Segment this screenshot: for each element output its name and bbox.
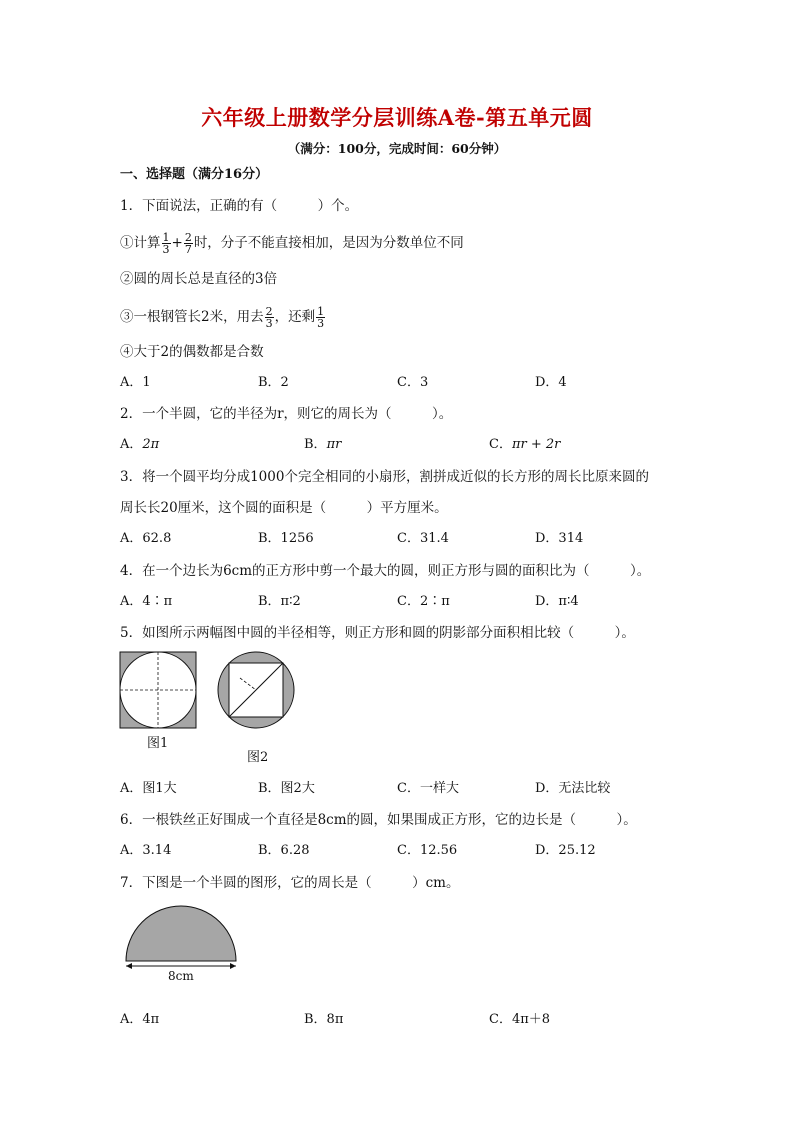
q1-option-d[interactable]: D．4 — [535, 375, 567, 390]
q3-stem-line1: 3．将一个圆平均分成1000个完全相同的小扇形，割拼成近似的长方形的周长比原来圆的 — [120, 469, 649, 485]
q5-figures — [118, 650, 308, 730]
q5-option-c[interactable]: C．一样大 — [397, 781, 459, 796]
q3-option-a[interactable]: A．62.8 — [120, 531, 172, 546]
figure-1-diagram — [120, 652, 196, 728]
q1-s1-pre: ①计算 — [120, 235, 161, 251]
q6-option-c[interactable]: C．12.56 — [397, 843, 458, 858]
section-heading: 一、选择题（满分16分） — [120, 167, 269, 182]
q4-option-d[interactable]: D．π∶4 — [535, 594, 579, 609]
q7-option-c[interactable]: C．4π＋8 — [489, 1012, 551, 1027]
fraction-1-3: $\frac{1}{3}$ — [162, 231, 170, 256]
q7-option-b[interactable]: B．8π — [304, 1012, 344, 1027]
q2-option-a[interactable]: A．2π — [120, 437, 160, 452]
q4-stem: 4．在一个边长为6cm的正方形中剪一个最大的圆，则正方形与圆的面积比为（ ）。 — [120, 563, 651, 579]
q4-option-c[interactable]: C．2∶π — [397, 594, 450, 609]
q1-option-c[interactable]: C．3 — [397, 375, 429, 390]
q5-option-a[interactable]: A．图1大 — [120, 781, 177, 796]
q7-option-a[interactable]: A．4π — [120, 1012, 160, 1027]
q5-option-d[interactable]: D．无法比较 — [535, 781, 611, 796]
q7-semicircle-figure — [120, 905, 242, 975]
q3-option-d[interactable]: D．314 — [535, 531, 584, 546]
q6-option-a[interactable]: A．3.14 — [120, 843, 172, 858]
page-subtitle: （满分：100分，完成时间：60分钟） — [287, 141, 507, 156]
q1-option-b[interactable]: B．2 — [258, 375, 289, 390]
q1-s3-pre: ③一根钢管长2米，用去 — [120, 309, 264, 325]
q1-s1-post: 时，分子不能直接相加，是因为分数单位不同 — [193, 235, 464, 251]
q3-stem-line2: 周长长20厘米，这个圆的面积是（ ）平方厘米。 — [120, 500, 448, 516]
q2-option-c[interactable]: C．πr + 2r — [489, 437, 561, 452]
q2-option-b[interactable]: B．πr — [304, 437, 342, 452]
q2-stem: 2．一个半圆，它的半径为r，则它的周长为（ ）。 — [120, 406, 453, 422]
figure-2-label: 图2 — [247, 750, 269, 765]
q4-option-b[interactable]: B．π∶2 — [258, 594, 301, 609]
q5-stem: 5．如图所示两幅图中圆的半径相等，则正方形和圆的阴影部分面积相比较（ ）。 — [120, 625, 635, 641]
q1-statement-1 — [120, 232, 464, 255]
fraction-2-7: $\frac{2}{7}$ — [184, 231, 192, 256]
q1-s3-mid: ，还剩 — [274, 309, 316, 325]
fraction-1-3b: $\frac{1}{3}$ — [317, 305, 325, 330]
q1-stem: 1．下面说法，正确的有（ ）个。 — [120, 198, 359, 214]
q3-option-b[interactable]: B．1256 — [258, 531, 314, 546]
q1-option-a[interactable]: A．1 — [120, 375, 151, 390]
figure-1-label: 图1 — [147, 736, 169, 751]
q4-option-a[interactable]: A．4∶π — [120, 594, 173, 609]
q6-option-d[interactable]: D．25.12 — [535, 843, 596, 858]
q7-stem: 7．下图是一个半圆的图形，它的周长是（ ）cm。 — [120, 875, 460, 891]
fraction-2-3: $\frac{2}{3}$ — [265, 305, 273, 330]
q1-statement-3 — [120, 306, 326, 329]
q1-statement-4: ④大于2的偶数都是合数 — [120, 344, 264, 360]
q6-stem: 6．一根铁丝正好围成一个直径是8cm的圆，如果围成正方形，它的边长是（ ）。 — [120, 812, 637, 828]
q1-statement-2: ②圆的周长总是直径的3倍 — [120, 271, 278, 287]
plus-sign: + — [171, 235, 183, 251]
figure-2-diagram — [218, 652, 294, 728]
q5-option-b[interactable]: B．图2大 — [258, 781, 315, 796]
q3-option-c[interactable]: C．31.4 — [397, 531, 449, 546]
diameter-label: 8cm — [168, 969, 194, 983]
page-title: 六年级上册数学分层训练A卷-第五单元圆 — [201, 105, 593, 130]
q6-option-b[interactable]: B．6.28 — [258, 843, 310, 858]
